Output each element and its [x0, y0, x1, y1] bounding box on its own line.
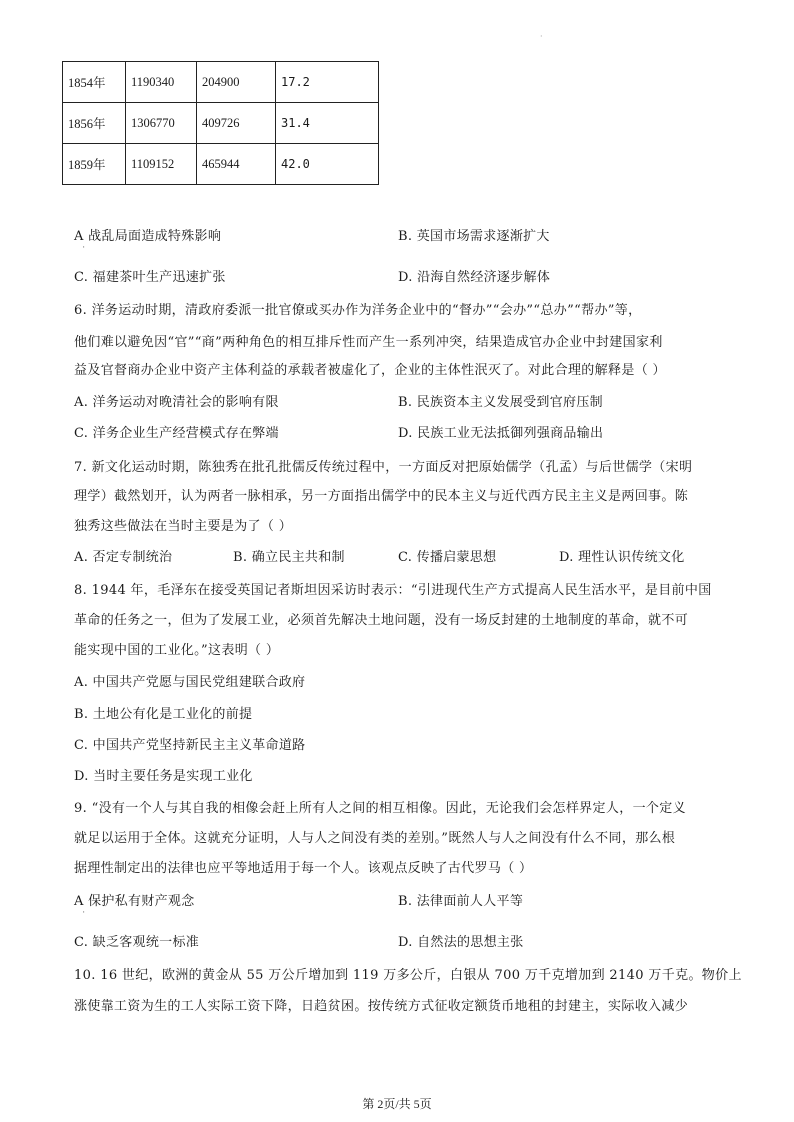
q8-option-b[interactable]: B. 土地公有化是工业化的前提: [74, 707, 253, 722]
q5-option-b[interactable]: B. 英国市场需求逐渐扩大: [398, 229, 550, 244]
table-cell: 17.2: [276, 62, 379, 103]
scan-mark: ': [83, 911, 85, 918]
q6-stem-line: 他们难以避免因“官”“商”两种角色的相互排斥性而产生一系列冲突，结果造成官办企业中封建国家利: [74, 335, 663, 350]
q9-option-d[interactable]: D. 自然法的思想主张: [398, 935, 524, 950]
q6-option-a[interactable]: A. 洋务运动对晚清社会的影响有限: [74, 395, 279, 410]
q8-stem-line: 8. 1944 年，毛泽东在接受英国记者斯坦因采访时表示：“引进现代生产方式提高人民生活水平，是目前中国: [74, 583, 712, 598]
table-cell: 1854年: [63, 62, 126, 103]
table-cell: 1306770: [126, 103, 197, 144]
q7-option-c[interactable]: C. 传播启蒙思想: [398, 550, 497, 565]
table-row: [63, 144, 379, 185]
table-cell: 204900: [197, 62, 276, 103]
q8-option-a[interactable]: A. 中国共产党愿与国民党组建联合政府: [74, 675, 306, 690]
q5-option-c[interactable]: C. 福建茶叶生产迅速扩张: [74, 270, 226, 285]
q5-option-a[interactable]: A 战乱局面造成特殊影响: [74, 229, 222, 244]
scan-mark: ': [83, 246, 85, 253]
q7-stem-line: 7. 新文化运动时期，陈独秀在批孔批儒反传统过程中，一方面反对把原始儒学（孔孟）与后世儒学（宋明: [74, 460, 693, 475]
table-cell: 465944: [197, 144, 276, 185]
table-cell: 1859年: [63, 144, 126, 185]
table-row: [63, 62, 379, 103]
q6-option-c[interactable]: C. 洋务企业生产经营模式存在弊端: [74, 426, 279, 441]
q5-option-d[interactable]: D. 沿海自然经济逐步解体: [398, 270, 551, 285]
data-table: [62, 61, 379, 185]
q7-option-d[interactable]: D. 理性认识传统文化: [559, 550, 685, 565]
q9-stem-line: 据理性制定出的法律也应平等地适用于每一个人。该观点反映了古代罗马（ ）: [74, 861, 533, 876]
table-cell: 1190340: [126, 62, 197, 103]
q10-stem-line: 10. 16 世纪，欧洲的黄金从 55 万公斤增加到 119 万多公斤，白银从 700 万千克增加到 2140 万千克。物价上: [74, 968, 742, 983]
q7-stem-line: 独秀这些做法在当时主要是为了（ ）: [74, 519, 293, 534]
q6-option-d[interactable]: D. 民族工业无法抵御列强商品输出: [398, 426, 604, 441]
q7-option-b[interactable]: B. 确立民主共和制: [233, 550, 345, 565]
q9-option-b[interactable]: B. 法律面前人人平等: [398, 894, 524, 909]
q7-stem-line: 理学）截然划开，认为两者一脉相承，另一方面指出儒学中的民本主义与近代西方民主主义是两回事。陈: [74, 489, 689, 504]
q9-option-a[interactable]: A 保护私有财产观念: [74, 894, 195, 909]
q10-stem-line: 涨使靠工资为生的工人实际工资下降，日趋贫困。按传统方式征收定额货币地租的封建主，实际收入减少: [74, 999, 689, 1014]
q8-option-d[interactable]: D. 当时主要任务是实现工业化: [74, 769, 253, 784]
table-cell: 1109152: [126, 144, 197, 185]
table-cell: 409726: [197, 103, 276, 144]
q8-stem-line: 革命的任务之一，但为了发展工业，必须首先解决土地问题，没有一场反封建的土地制度的革命，就不可: [74, 613, 689, 628]
table-cell: 31.4: [276, 103, 379, 144]
q9-stem-line: 9. “没有一个人与其自我的相像会赶上所有人之间的相互相像。因此，无论我们会怎样界定人，一个定义: [74, 801, 686, 816]
q6-stem-line: 6. 洋务运动时期，清政府委派一批官僚或买办作为洋务企业中的“督办”“会办”“总办”“帮办”等，: [74, 303, 642, 318]
scan-dot: ·: [540, 32, 543, 41]
page-footer: 第 2页/共 5页: [362, 1097, 432, 1111]
q8-option-c[interactable]: C. 中国共产党坚持新民主主义革命道路: [74, 738, 306, 753]
q6-option-b[interactable]: B. 民族资本主义发展受到官府压制: [398, 395, 603, 410]
table-row: [63, 103, 379, 144]
table-cell: 42.0: [276, 144, 379, 185]
table-cell: 1856年: [63, 103, 126, 144]
q6-stem-line: 益及官督商办企业中资产主体利益的承载者被虚化了，企业的主体性泯灭了。对此合理的解释是（ ）: [74, 363, 666, 378]
q8-stem-line: 能实现中国的工业化。”这表明（ ）: [74, 643, 280, 658]
q9-stem-line: 就足以运用于全体。这就充分证明，人与人之间没有类的差别。”既然人与人之间没有什么不同，那么根: [74, 831, 676, 846]
q7-option-a[interactable]: A. 否定专制统治: [74, 550, 173, 565]
q9-option-c[interactable]: C. 缺乏客观统一标准: [74, 935, 200, 950]
